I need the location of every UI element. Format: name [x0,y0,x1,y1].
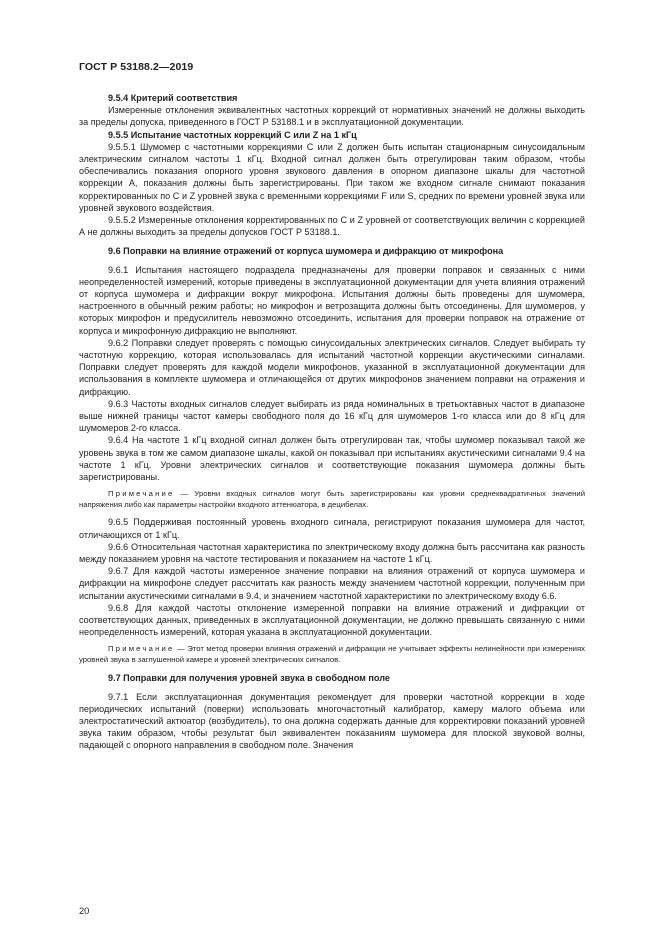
page-number: 20 [79,906,90,916]
note-2 [79,643,585,665]
clause-9-6-3-text: 9.6.3 Частоты входных сигналов следует выбирать из ряда номинальных в третьоктавных частот в диапазоне выше нижней границы частот камеры свободного поля до 16 кГц для шумомеров 1-го класса или до 8 кГц для шумомеров 2-го класса. [79,398,585,434]
note-2-text: — Этот метод проверки влияния отражений и дифракции не учитывает эффекты нелинейности при измерениях уровней звука в заглушенной камере и уровней электрических сигналов. [79,644,585,665]
clause-9-5-5-title: 9.5.5 Испытание частотных коррекций С или Z на 1 кГц [108,129,357,140]
clause-9-6-7-text: 9.6.7 Для каждой частоты измеренное значение поправки на влияния отражений от корпуса шумомера и дифракции на микрофоне следует рассчитать как разность между значением частотной коррекции, полученным при испытании акустическими сигналами в 9.4, и значением частотной характеристики по электрическому входу 6.6. [79,566,585,601]
clause-9-6-5-text: 9.6.5 Поддерживая постоянный уровень входного сигнала, регистрируют показания шумомера для частот, отличающихся от 1 кГц. [79,517,585,540]
note-1-text: — Уровни входных сигналов могут быть зарегистрированы как уровни среднеквадратичных значений напряжения либо как параметры настройки входного аттенюатора, в децибелах. [79,489,585,510]
clause-9-5-4-text: Измеренные отклонения эквивалентных частотных коррекций от нормативных значений не должны выходить за пределы допуска, приведенного в ГОСТ Р 53188.1 и в эксплуатационной документации. [79,105,585,128]
clause-9-6-2-text: 9.6.2 Поправки следует проверять с помощью синусоидальных электрических сигналов. Следует выбирать ту частотную коррекцию, которая использовалась для испытаний частотной коррекции акустическими сигналами. Поправки следует проверять для каждой модели микрофонов, указанной в эксплуатационной документации для использования в комплекте шумомера и отличающейся от других микрофонов значением поправки на отражения и дифракцию. [79,337,585,397]
section-9-7-title: 9.7 Поправки для получения уровней звука в свободном поле [108,673,390,684]
clause-9-7-1-text: 9.7.1 Если эксплуатационная документация рекомендует для проверки частотной коррекции в ходе периодических испытаний (поверки) использовать многочастотный калибратор, камеру малого объема или электростатический актюатор (возбудитель), то она должна содержать данные для корректировки показаний уровней звука таким образом, чтобы результат был эквивалентен показаниям шумомера для плоской звуковой волны, падающей с опорного направления в свободном поле. Значения [79,691,585,751]
clause-9-6-6-text: 9.6.6 Относительная частотная характеристика по электрическому входу должна быть рассчитана как разность между показанием уровня на частоте тестирования и показанием на частоте 1 кГц. [79,541,585,564]
clause-9-5-4-title: 9.5.4 Критерий соответствия [108,93,238,103]
clause-9-6-1-text: 9.6.1 Испытания настоящего подраздела предназначены для проверки поправок и связанных с ними неопределенностей измерений, которые приведены в эксплуатационной документации для учета влияния отражений от корпуса шумомера и дифракции вокруг микрофона. Испытания должны быть проведены для шумомера, настроенного в обычный режим работы; но микрофон и ветрозащита должны быть отсоединены. Для шумомеров, у которых микрофон и предусилитель невозможно отсоединить, испытания для проверки поправок на отражение от корпуса и микрофонную дифракцию не выполняют. [79,264,585,336]
note-1 [79,488,585,510]
clause-9-6-4-text: 9.6.4 На частоте 1 кГц входной сигнал должен быть отрегулирован так, чтобы шумомер показывал такой же уровень звука в том же самом диапазоне шкалы, какой он показывал при испытаниях акустическими сигналами 9.4 на частоте 1 кГц. Уровни электрических сигналов и соответствующие показания шумомера должны быть зарегистрированы. [79,435,585,483]
document-body [79,92,585,752]
note-1-label: Примечание [108,489,175,499]
section-9-6-title: 9.6 Поправки на влияние отражений от корпуса шумомера и дифракцию от микрофона [108,246,504,257]
note-2-label: Примечание [108,644,175,654]
clause-9-5-5-1-text: 9.5.5.1 Шумомер с частотными коррекциями С или Z должен быть испытан стационарным синусоидальным электрическим сигналом частоты 1 кГц. Входной сигнал должен быть отрегулирован таким образом, чтобы обеспечивались показания опорного уровня звукового давления в опорном диапазоне шкалы для частотной коррекции А, показания должны быть зарегистрированы. При таком же входном сигнале снимают показания корректированных по С и Z уровней звука с временными коррекциями F или S, средних по времени уровней звука или уровней звукового воздействия. [79,141,585,213]
clause-9-5-5-2-text: 9.5.5.2 Измеренные отклонения корректированных по С и Z уровней от соответствующих величин с коррекцией А не должны выходить за пределы допусков ГОСТ Р 53188.1. [79,215,585,238]
clause-9-6-8-text: 9.6.8 Для каждой частоты отклонение измеренной поправки на влияние отражений и дифракции от соответствующих данных, приведенных в эксплуатационной документации, не должно превышать связанную с ними неопределенность измерений, которая указана в эксплуатационной документации. [79,602,585,638]
document-header: ГОСТ Р 53188.2—2019 [79,61,194,73]
